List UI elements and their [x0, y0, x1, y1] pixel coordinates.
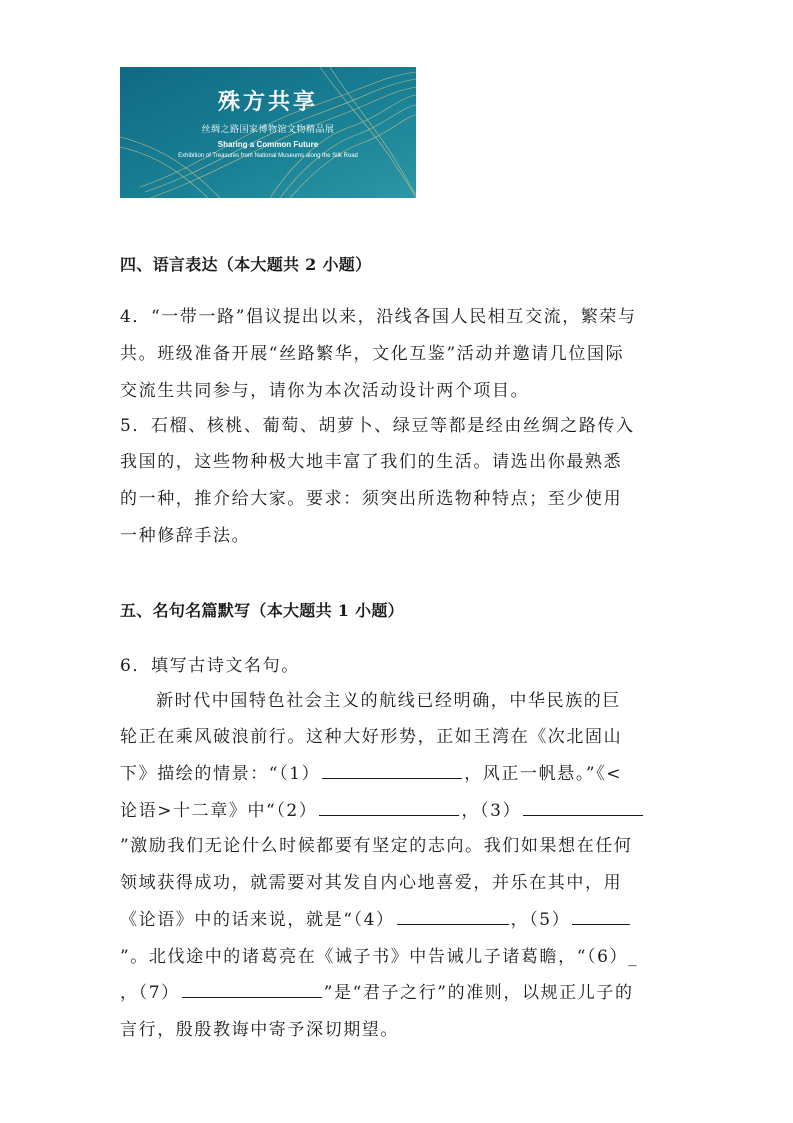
q6-text: ，风正一帆悬。”《<	[464, 764, 623, 784]
q6-text: 下》描绘的情景：“（1）	[120, 764, 321, 784]
q4-line: 4．“一带一路”倡议提出以来，沿线各国人民相互交流，繁荣与	[120, 307, 637, 327]
q6-line: 领域获得成功，就需要对其发自内心地喜爱，并乐在其中，用	[120, 873, 623, 893]
section-5-heading: 五、名句名篇默写（本大题共 1 小题）	[120, 601, 404, 620]
q6-line: ”。北伐途中的诸葛亮在《诫子书》中告诫儿子诸葛瞻，“（6）_	[120, 947, 639, 967]
q5-line: 的一种，推介给大家。要求：须突出所选物种特点；至少使用	[120, 489, 623, 509]
answer-blank-4[interactable]	[397, 910, 509, 925]
banner-title: 殊方共享	[217, 89, 318, 115]
q6-title: 6．填写古诗文名句。	[120, 656, 300, 676]
q5-line: 5．石榴、核桃、葡萄、胡萝卜、绿豆等都是经由丝绸之路传入	[120, 416, 635, 436]
q6-line: 言行，殷殷教诲中寄予深切期望。	[120, 1020, 399, 1040]
q6-line: 新时代中国特色社会主义的航线已经明确，中华民族的巨	[156, 691, 621, 711]
q5-line: 我国的，这些物种极大地丰富了我们的生活。请选出你最熟悉	[120, 452, 623, 472]
q6-text: ，（3）	[461, 801, 522, 821]
q6-text: ，（5）	[510, 910, 571, 930]
q6-line	[120, 905, 632, 930]
answer-blank-5[interactable]	[572, 910, 630, 925]
q6-text: ，（7）	[120, 983, 180, 1003]
q5-line: 一种修辞手法。	[120, 526, 251, 546]
banner-subtitle-en: Sharing a Common Future	[217, 140, 319, 149]
answer-blank-1[interactable]	[322, 764, 462, 779]
q6-line: ”激励我们无论什么时候都要有坚定的志向。我们如果想在任何	[120, 836, 633, 856]
answer-blank-2[interactable]	[319, 801, 459, 816]
answer-blank-3[interactable]	[523, 801, 643, 816]
q6-text: 论语>十二章》中“（2）	[120, 801, 318, 821]
q6-line	[120, 796, 645, 821]
q6-line	[120, 759, 622, 784]
answer-blank-7[interactable]	[182, 983, 322, 998]
banner-subtitle-en-2: Exhibition of Treasures from National Museums along the Silk Road	[178, 153, 358, 159]
q6-line: 轮正在乘风破浪前行。这种大好形势，正如王湾在《次北固山	[120, 727, 623, 747]
section-4-heading: 四、语言表达（本大题共 2 小题）	[120, 255, 372, 274]
q6-text: ”是“君子之行”的准则，以规正儿子的	[323, 983, 634, 1003]
banner-subtitle-cn: 丝绸之路国家博物馆文物精品展	[201, 125, 335, 135]
q6-line	[120, 978, 634, 1003]
q4-line: 交流生共同参与，请你为本次活动设计两个项目。	[120, 381, 530, 401]
q6-text: 《论语》中的话来说，就是“（4）	[120, 910, 395, 930]
q4-line: 共。班级准备开展“丝路繁华，文化互鉴”活动并邀请几位国际	[120, 344, 625, 364]
exhibition-banner	[120, 67, 416, 198]
